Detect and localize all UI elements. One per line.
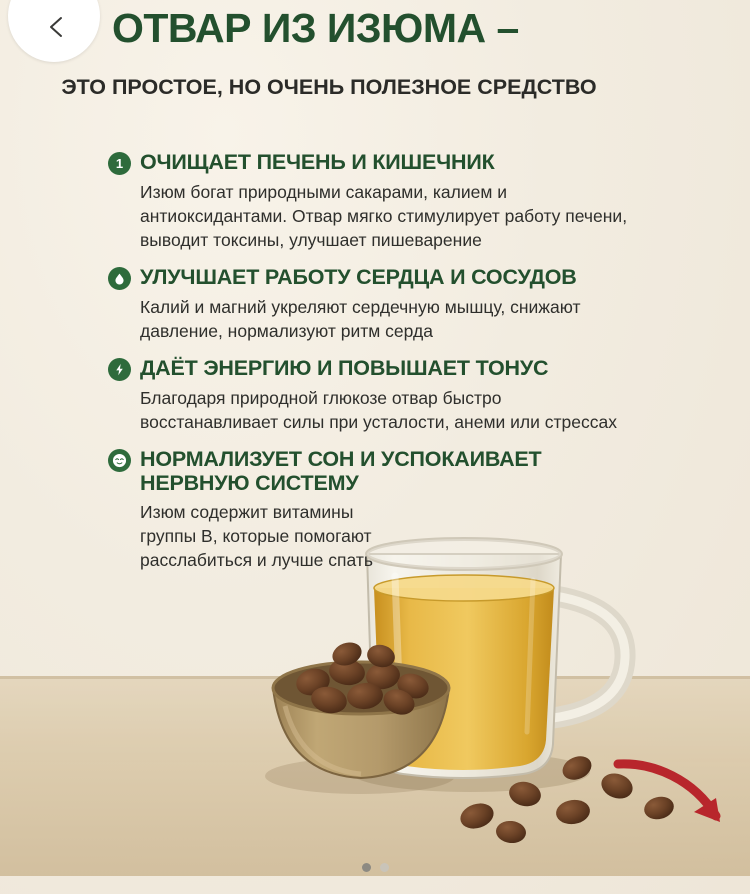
benefit-title: ОЧИЩАЕТ ПЕЧЕНЬ И КИШЕЧНИК <box>140 150 495 174</box>
benefit-title: УЛУЧШАЕТ РАБОТУ СЕРДЦА И СОСУДОВ <box>140 265 577 289</box>
benefit-header <box>108 150 638 175</box>
page-subtitle: ЭТО ПРОСТОЕ, НО ОЧЕНЬ ПОЛЕЗНОЕ СРЕДСТВО <box>61 75 597 99</box>
benefit-header <box>108 356 638 381</box>
lightning-bolt-icon <box>108 358 131 381</box>
benefit-title: ДАЁТ ЭНЕРГИЮ И ПОВЫШАЕТ ТОНУС <box>140 356 549 380</box>
sleeping-face-icon <box>108 449 131 472</box>
page-title: ОТВАР ИЗ ИЗЮМА – <box>112 5 519 51</box>
number-one-icon: 1 <box>108 152 131 175</box>
pagination-dots[interactable] <box>0 863 750 872</box>
benefit-body: Изюм содержит витамины группы B, которые помогают расслабиться и лучше спать <box>140 502 373 570</box>
benefit-header <box>108 447 638 495</box>
benefits-list <box>108 150 638 585</box>
header-block <box>0 6 750 50</box>
benefit-item <box>108 356 638 434</box>
pagination-dot-2[interactable] <box>380 863 389 872</box>
curved-arrow-right-icon[interactable] <box>612 754 732 844</box>
benefit-item <box>108 447 638 572</box>
benefit-header <box>108 265 638 290</box>
benefit-body: Благодаря природной глюкозе отвар быстро восстанавливает силы при усталости, анеми или стрессах <box>140 388 617 432</box>
benefit-item <box>108 265 638 343</box>
benefit-body: Калий и магний укреляют сердечную мышцу, снижают давление, нормализуют ритм серда <box>140 297 581 341</box>
benefit-title: НОРМАЛИЗУЕТ СОН И УСПОКАИВАЕТ НЕРВНУЮ СИСТЕМУ <box>140 447 542 495</box>
benefit-body: Изюм богат природными сакарами, калием и антиоксидантами. Отвар мягко стимулирует работу печени, выводит токсины, улучшает пишеварение <box>140 182 628 250</box>
benefit-item <box>108 150 638 252</box>
subtitle-row <box>0 68 750 100</box>
chevron-left-icon[interactable] <box>46 16 68 38</box>
heart-drop-icon <box>108 267 131 290</box>
pagination-dot-1[interactable] <box>362 863 371 872</box>
